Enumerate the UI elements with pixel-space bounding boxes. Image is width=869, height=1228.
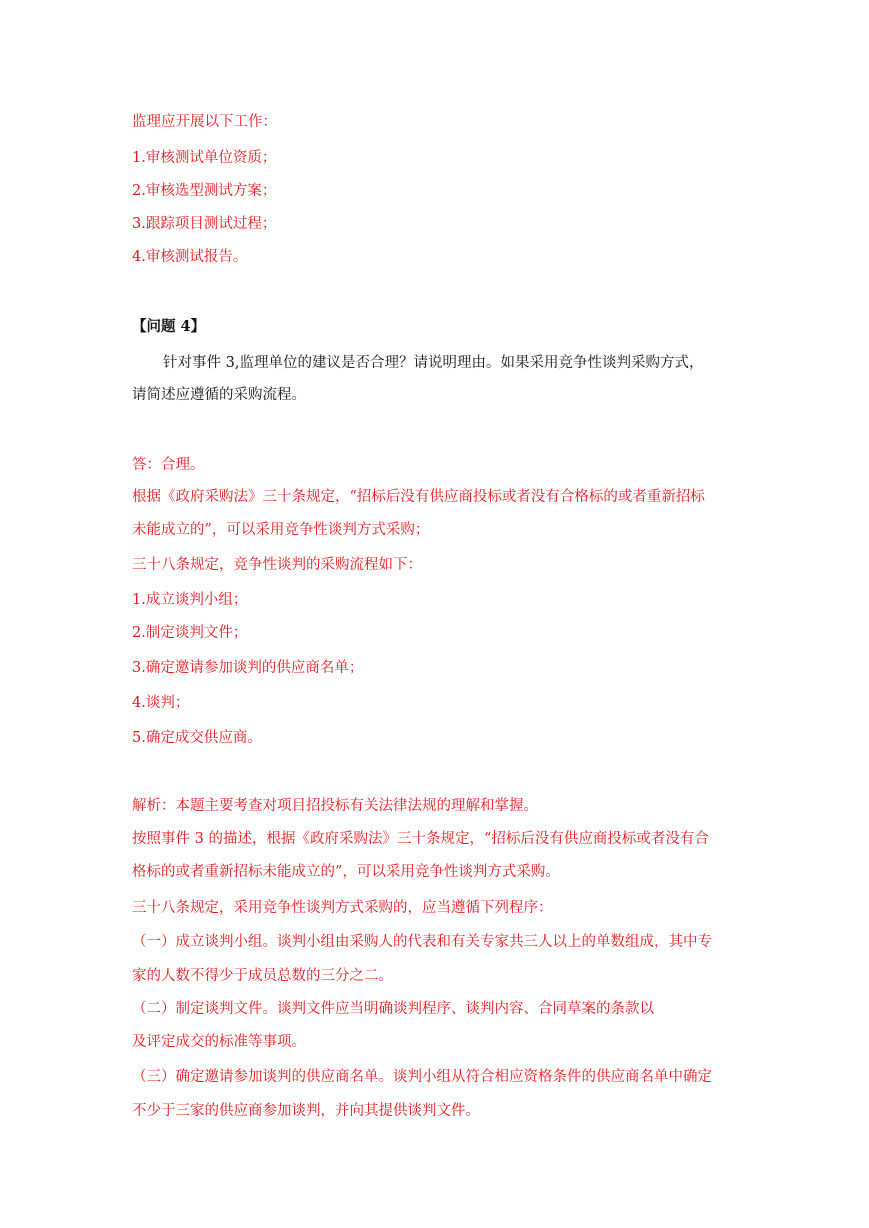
analysis-line: （二）制定谈判文件。谈判文件应当明确谈判程序、谈判内容、合同草案的条款以	[132, 1001, 654, 1017]
supervision-item-3: 3.跟踪项目测试过程；	[132, 216, 277, 232]
answer-step-2: 2.制定谈判文件；	[132, 625, 248, 641]
supervision-item-1: 1.审核测试单位资质；	[132, 150, 277, 166]
analysis-line: 按照事件 3 的描述，根据《政府采购法》三十条规定，“招标后没有供应商投标或者没有合	[132, 831, 709, 847]
analysis-line: （一）成立谈判小组。谈判小组由采购人的代表和有关专家共三人以上的单数组成，其中专	[132, 934, 712, 950]
answer-step-4: 4.谈判；	[132, 695, 190, 711]
question-text-line2: 请简述应遵循的采购流程。	[132, 387, 306, 403]
analysis-line: 解析：本题主要考查对项目招投标有关法律法规的理解和掌握。	[132, 798, 538, 814]
answer-step-3: 3.确定邀请参加谈判的供应商名单；	[132, 660, 364, 676]
question-text-line1: 针对事件 3,监理单位的建议是否合理？请说明理由。如果采用竞争性谈判采购方式，	[163, 355, 704, 371]
analysis-line: 三十八条规定，采用竞争性谈判方式采购的，应当遵循下列程序：	[132, 900, 553, 916]
supervision-intro: 监理应开展以下工作：	[132, 114, 277, 130]
question-title: 【问题 4】	[132, 318, 206, 335]
answer-step-1: 1.成立谈判小组；	[132, 592, 248, 608]
supervision-item-2: 2.审核选型测试方案；	[132, 183, 277, 199]
answer-line4: 三十八条规定，竞争性谈判的采购流程如下：	[132, 557, 422, 573]
answer-line3: 未能成立的”，可以采用竞争性谈判方式采购；	[132, 522, 430, 538]
analysis-line: （三）确定邀请参加谈判的供应商名单。谈判小组从符合相应资格条件的供应商名单中确定	[132, 1069, 712, 1085]
analysis-line: 及评定成交的标准等事项。	[132, 1034, 306, 1050]
analysis-line: 家的人数不得少于成员总数的三分之二。	[132, 968, 393, 984]
answer-step-5: 5.确定成交供应商。	[132, 730, 262, 746]
analysis-line: 不少于三家的供应商参加谈判，并向其提供谈判文件。	[132, 1103, 480, 1119]
answer-line1: 答：合理。	[132, 457, 205, 473]
analysis-line: 格标的或者重新招标未能成立的”，可以采用竞争性谈判方式采购。	[132, 864, 560, 880]
answer-line2: 根据《政府采购法》三十条规定，“招标后没有供应商投标或者没有合格标的或者重新招标	[132, 489, 705, 505]
supervision-item-4: 4.审核测试报告。	[132, 249, 248, 265]
